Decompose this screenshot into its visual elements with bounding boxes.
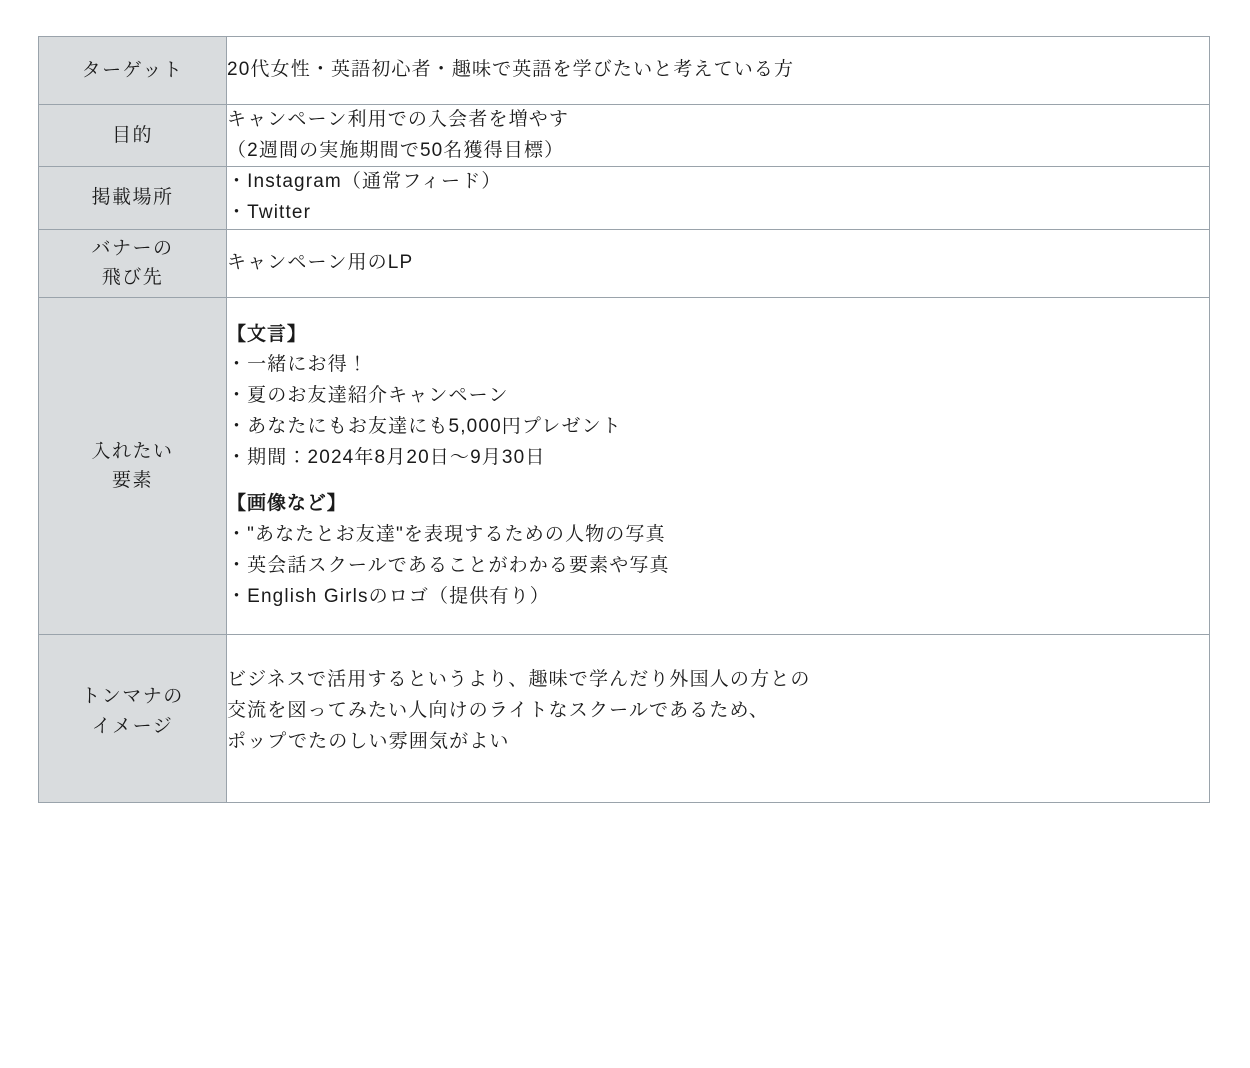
row-value-destination [227, 229, 1210, 297]
table-row [39, 229, 1210, 297]
value-spacer [227, 473, 1209, 489]
label-line: ターゲット [81, 59, 184, 81]
table-row [39, 37, 1210, 105]
table-row [39, 104, 1210, 167]
value-line: ・期間：2024年8月20日〜9月30日 [227, 446, 546, 468]
label-line: 入れたい [91, 440, 174, 462]
value-line: キャンペーン利用での入会者を増やす [227, 108, 570, 130]
label-line: 目的 [111, 124, 154, 146]
value-line: ・"あなたとお友達"を表現するための人物の写真 [227, 524, 666, 546]
value-line: ・英会話スクールであることがわかる要素や写真 [227, 554, 670, 576]
row-value-target [227, 37, 1210, 105]
value-line: 【文言】 [227, 323, 307, 345]
row-label-purpose [39, 104, 227, 167]
value-line: ・Instagram（通常フィード） [227, 171, 502, 193]
row-label-target [39, 37, 227, 105]
value-line: ・夏のお友達紹介キャンペーン [227, 385, 509, 407]
label-line: 要素 [111, 470, 154, 492]
row-value-placement [227, 167, 1210, 230]
value-line: ・一緒にお得！ [227, 354, 368, 376]
table-row [39, 635, 1210, 802]
row-value-tone [227, 635, 1210, 802]
label-line: 掲載場所 [91, 187, 174, 209]
row-value-purpose [227, 104, 1210, 167]
row-value-elements [227, 297, 1210, 635]
brief-table [38, 36, 1210, 803]
table-row [39, 297, 1210, 635]
row-label-destination [39, 229, 227, 297]
value-line: ・English Girlsのロゴ（提供有り） [227, 585, 550, 607]
value-line: ・あなたにもお友達にも5,000円プレゼント [227, 415, 622, 437]
label-line: バナーの [91, 237, 174, 259]
value-line: ・Twitter [227, 202, 312, 224]
value-line: ポップでたのしい雰囲気がよい [227, 731, 510, 753]
value-line: （2週間の実施期間で50名獲得目標） [227, 139, 565, 161]
label-line: トンマナの [81, 686, 184, 708]
brief-table-body [39, 37, 1210, 803]
row-label-tone [39, 635, 227, 802]
row-label-elements [39, 297, 227, 635]
value-line: 交流を図ってみたい人向けのライトなスクールであるため、 [227, 700, 770, 722]
label-line: イメージ [91, 715, 174, 737]
value-line: ビジネスで活用するというより、趣味で学んだり外国人の方との [227, 669, 811, 691]
value-line: 20代女性・英語初心者・趣味で英語を学びたいと考えている方 [227, 59, 795, 80]
table-row [39, 167, 1210, 230]
label-line: 飛び先 [101, 267, 164, 289]
row-label-placement [39, 167, 227, 230]
value-line: キャンペーン用のLP [227, 251, 414, 273]
value-line: 【画像など】 [227, 493, 347, 515]
